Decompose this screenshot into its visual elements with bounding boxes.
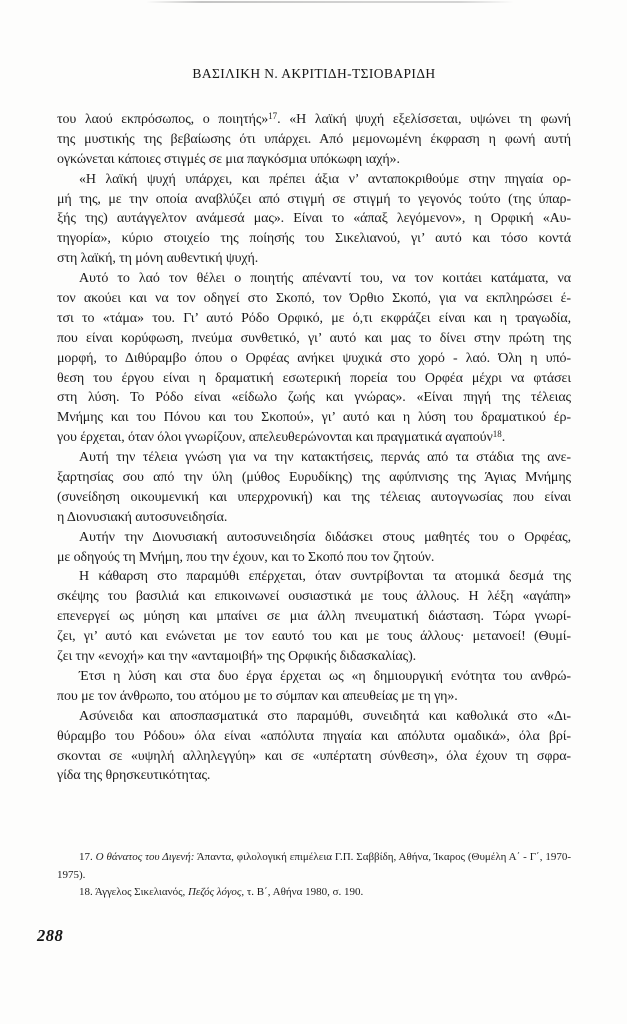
footnotes-section	[57, 849, 571, 902]
text-line: τον ακούει και να τον οδηγεί στο Σκοπό, τον Όρθιο Σκοπό, για να εκπληρώσει έ-	[57, 291, 571, 307]
text-line: η Διονυσιακή αυτοσυνειδησία.	[57, 509, 228, 525]
text-line: σκονται σε «υψηλή αλληλεγγύη» και σε «υπέρτατη σύνθεση», όλα έχουν τη σφρα-	[57, 748, 571, 764]
text-line: Αυτή την τέλεια γνώση για να την κατακτήσεις, περνάς από τα στάδια της ανε-	[79, 450, 571, 466]
text-line: ζει, γι’ αυτό και ενώνεται με τον εαυτό του και με τους άλλους· μετανοεί! (Θυμί-	[57, 629, 571, 645]
footnote-italic-title: Πεζός λόγος	[187, 886, 242, 899]
footnote-pre-text: Άγγελος Σικελιανός,	[94, 886, 188, 899]
text-line: τσι το «τάμα» του. Γι’ αυτό Ρόδο Ορφικό, με ό,τι εκφράζει είναι και η τραγωδία,	[57, 310, 571, 326]
footnote-number: 18.	[79, 886, 95, 899]
text-line: Αυτό το λαό τον θέλει ο ποιητής απέναντί του, να τον κοιτάει κατάματα, να	[79, 271, 571, 287]
footnote-ref: 17	[268, 110, 278, 121]
text-line: επενεργεί ως μύηση και μπαίνει σε μια άλλη πνευματική διάσταση. Τώρα γνωρί-	[57, 609, 571, 625]
text-line: «Η λαϊκή ψυχή υπάρχει, και πρέπει άξια ν’ ανταποκριθούμε στην πηγαία ορ-	[79, 171, 571, 187]
text-line: γίδα της θρησκευτικότητας.	[57, 768, 211, 784]
text-line: στη λαϊκή, τη μόνη αυθεντική ψυχή.	[57, 251, 259, 267]
text-line: της μυστικής της βεβαίωσης ότι υπάρχει. Από μεμονωμένη έκφραση η φωνή αυτή	[57, 131, 571, 147]
footnote-text: , τ. Β΄, Αθήνα 1980, σ. 190.	[241, 886, 364, 899]
footnote-number: 17.	[79, 851, 96, 863]
text-line: σκέψης του βασιλιά και επικοινωνεί ουσιαστικά με τους άλλους. Η λέξη «αγάπη»	[57, 589, 571, 605]
text-line: μή της, με την οποία αναβλύζει από στιγμή σε στιγμή το γεγονός τούτο (της ύπαρ-	[57, 191, 571, 207]
author-header: ΒΑΣΙΛΙΚΗ Ν. ΑΚΡΙΤΙΔΗ-ΤΣΙΟΒΑΡΙΔΗ	[192, 66, 436, 81]
page-number: 288	[37, 926, 64, 945]
text-line: που με τον άνθρωπο, του ατόμου με το σύμπαν και απευθείας με τη γη».	[57, 688, 458, 704]
footnote-ref: 18	[492, 428, 502, 439]
text-line: Ασύνειδα και αποσπασματικά στο παραμύθι, συνειδητά και καθολικά στο «Δι-	[79, 708, 571, 724]
body-text	[57, 110, 571, 786]
text-line: γου έρχεται, όταν όλοι γνωρίζουν, απελευθερώνονται και πραγματικά αγαπούν$^{18}$.	[57, 428, 506, 446]
text-line: στη λύση. Το Ρόδο είναι «είδωλο ζωής και γνώρας». «Είναι πηγή της τέλειας	[57, 390, 571, 406]
text-line: με οδηγούς τη Μνήμη, που την έχουν, και το Σκοπό που τον ζητούν.	[57, 549, 435, 565]
text-line: θεση του έργου είναι η δραματική εσωτερική πορεία του Ορφέα μέχρι να φτάσει	[57, 370, 571, 386]
text-line: μορφή, το Διθύραμβο όπου ο Ορφέας ανήκει ψυχικά στο χορό - λαό. Όλη η υπό-	[57, 350, 571, 366]
text-line: ογκώνεται κάποιες στιγμές σε μια παγκόσμια υπόκωφη ιαχή».	[57, 151, 400, 167]
text-line: ζει την «ενοχή» και την «ανταμοιβή» της Ορφικής διδασκαλίας).	[57, 649, 417, 665]
footnote-italic-title: Ο θάνατος του Διγενή:	[95, 851, 195, 863]
footnote-text: Άπαντα, φιλολογική επιμέλεια Γ.Π. Σαββίδη, Αθήνα, Ίκαρος (Θυμέλη Α΄ - Γ΄, 1970-1975).	[57, 851, 572, 881]
text-line: Η κάθαρση στο παραμύθι επέρχεται, όταν συντρίβονται τα ατομικά δεσμά της	[79, 569, 571, 585]
text-line: ξαρτησίας σου από την ύλη (μύθος Ευρυδίκης) της αφύπνισης της Άγιας Μνήμης	[57, 470, 571, 486]
text-line: τηγορία», κύριο στοιχείο της ποίησής του Σικελιανού, γι’ αυτό και τόσο κοντά	[57, 231, 571, 247]
footnote-18	[57, 884, 571, 902]
text-line: Αυτήν την Διονυσιακή αυτοσυνειδησία διδάσκει στους μαθητές του ο Ορφέας,	[79, 529, 571, 545]
text-line: που είναι κορύφωση, πνεύμα συνθετικό, γι’ αυτό και μας το δίνει στην πρώτη της	[57, 330, 571, 346]
text-line: θύραμβο του Ρόδου» όλα είναι «απόλυτα πηγαία και απόλυτα ομαδικά», όλα βρί-	[57, 728, 571, 744]
text-line: Έτσι η λύση και στα δυο έργα έρχεται ως «η δημιουργική ενότητα του ανθρώ-	[79, 668, 571, 684]
text-line: ξής της) αυτάγγελτον ανάμεσά μας». Είναι το «άπαξ λεγόμενον», η Ορφική «Αυ-	[57, 211, 571, 227]
footnote-17	[57, 849, 571, 884]
scan-artifact-line	[146, 1, 514, 3]
text-line: Μνήμης και του Πόνου και του Σκοπού», γι’ αυτό και η λύση του δραματικού έρ-	[57, 410, 571, 426]
text-line: του λαού εκπρόσωπος, ο ποιητής»$^{17}$. «Η λαϊκή ψυχή εξελίσσεται, υψώνει τη φωνή	[57, 110, 572, 127]
text-line: (συνείδηση οικουμενική και υπερχρονική) και της τέλειας αυτογνωσίας που είναι	[57, 489, 571, 505]
